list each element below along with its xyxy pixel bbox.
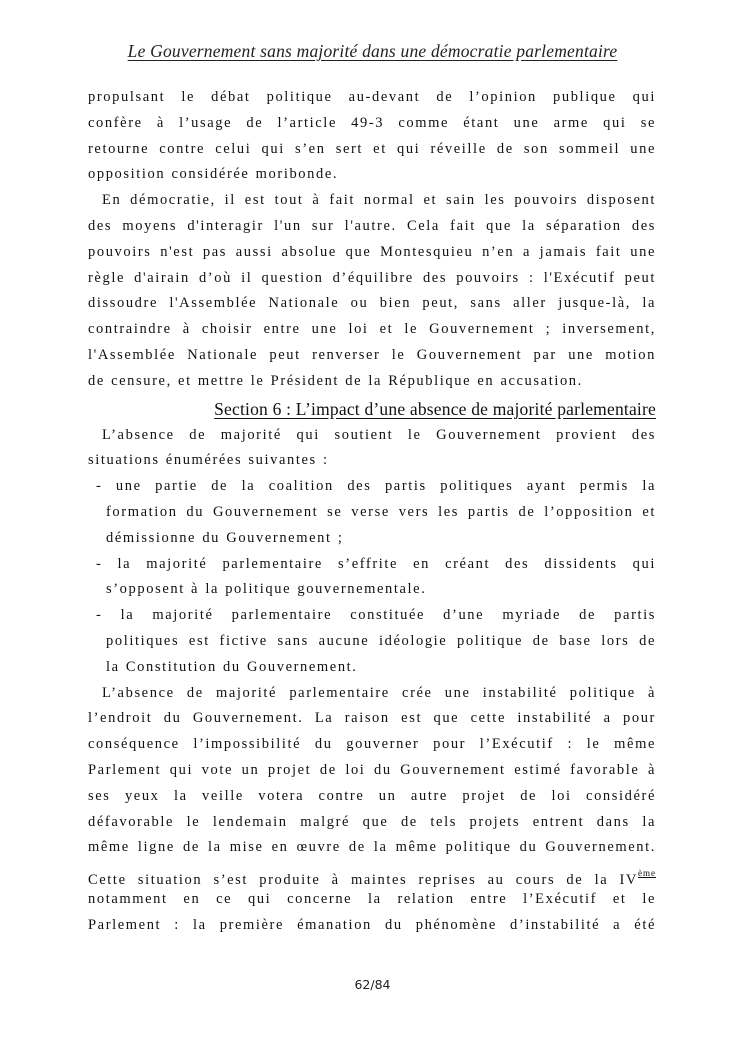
bullet-line: - la majorité parlementaire s’effrite en créant des dissidents qui bbox=[96, 555, 656, 572]
bullet-line: politiques est fictive sans aucune idéologie politique de base lors de bbox=[106, 632, 656, 649]
body-line: des moyens d'interagir l'un sur l'autre. Cela fait que la séparation des bbox=[88, 217, 656, 234]
bullet-line: formation du Gouvernement se verse vers les partis de l’opposition et bbox=[106, 503, 656, 520]
bullet-line: - la majorité parlementaire constituée d’une myriade de partis bbox=[96, 607, 656, 624]
body-line: ses yeux la veille votera contre un autre projet de loi considéré bbox=[88, 787, 656, 804]
body-line: défavorable le lendemain malgré que de tels projets entrent dans la bbox=[88, 813, 656, 830]
bullet-line: la Constitution du Gouvernement. bbox=[106, 658, 358, 675]
body-line: retourne contre celui qui s’en sert et qui réveille de son sommeil une bbox=[88, 140, 656, 157]
body-line: L’absence de majorité parlementaire crée une instabilité politique à bbox=[102, 684, 656, 701]
section-heading: Section 6 : L’impact d’une absence de majorité parlementaire bbox=[214, 398, 656, 419]
body-line: propulsant le débat politique au-devant de l’opinion publique qui bbox=[88, 89, 656, 105]
body-line-text: Cette situation s’est produite à maintes reprises au cours de la IV bbox=[88, 872, 638, 887]
page-number: 62/84 bbox=[354, 977, 391, 992]
running-header: Le Gouvernement sans majorité dans une démocratie parlementaire bbox=[127, 41, 618, 61]
body-line: opposition considérée moribonde. bbox=[88, 166, 339, 183]
body-line: pouvoirs n'est pas aussi absolue que Montesquieu n’en a jamais fait une bbox=[88, 243, 656, 260]
body-line: règle d'airain d’où il question d’équilibre des pouvoirs : l'Exécutif peut bbox=[88, 269, 656, 286]
body-line: dissoudre l'Assemblée Nationale ou bien peut, sans aller jusque-là, la bbox=[88, 295, 656, 312]
body-line: L’absence de majorité qui soutient le Gouvernement provient des bbox=[102, 426, 656, 443]
body-line: Parlement qui vote un projet de loi du Gouvernement estimé favorable à bbox=[88, 761, 656, 778]
body-line: conséquence l’impossibilité du gouverner pour l’Exécutif : le même bbox=[88, 736, 656, 753]
document-body bbox=[88, 85, 656, 939]
body-line: l'Assemblée Nationale peut renverser le Gouvernement par une motion bbox=[88, 346, 656, 363]
body-line-with-superscript bbox=[88, 861, 656, 887]
body-line: Parlement : la première émanation du phénomène d’instabilité a été bbox=[88, 916, 656, 933]
body-line: l’endroit du Gouvernement. La raison est que cette instabilité a pour bbox=[88, 710, 656, 727]
body-line: notamment en ce qui concerne la relation entre l’Exécutif et le bbox=[88, 890, 656, 907]
body-line: contraindre à choisir entre une loi et le Gouvernement ; inversement, bbox=[88, 321, 656, 338]
body-line: de censure, et mettre le Président de la République en accusation. bbox=[88, 372, 583, 389]
body-line: confère à l’usage de l’article 49-3 comme étant une arme qui se bbox=[88, 114, 656, 131]
superscript: ème bbox=[638, 868, 656, 879]
bullet-line: s’opposent à la politique gouvernementale. bbox=[106, 581, 427, 598]
bullet-line: - une partie de la coalition des partis politiques ayant permis la bbox=[96, 478, 656, 495]
body-line: En démocratie, il est tout à fait normal et sain les pouvoirs disposent bbox=[102, 192, 656, 209]
bullet-line: démissionne du Gouvernement ; bbox=[106, 529, 344, 546]
body-line: même ligne de la mise en œuvre de la même politique du Gouvernement. bbox=[88, 839, 656, 856]
body-line: situations énumérées suivantes : bbox=[88, 452, 329, 469]
